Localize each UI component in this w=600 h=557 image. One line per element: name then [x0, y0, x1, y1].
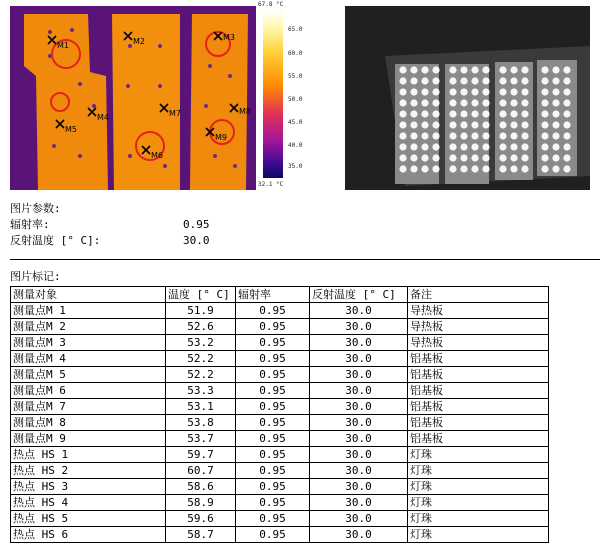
table-row	[11, 511, 549, 527]
svg-text:M5: M5	[65, 125, 77, 134]
led-bead	[482, 99, 489, 106]
led-bead	[521, 99, 528, 106]
table-cell: 热点 HS 2	[11, 463, 166, 479]
led-bead	[399, 121, 406, 128]
table-header-row	[11, 287, 549, 303]
table-cell: 30.0	[310, 527, 408, 543]
table-cell: 热点 HS 6	[11, 527, 166, 543]
thermal-image-graphic	[10, 6, 256, 190]
led-bead	[552, 132, 559, 139]
table-cell: 53.3	[166, 383, 236, 399]
led-bead	[552, 77, 559, 84]
led-bead	[521, 88, 528, 95]
led-bead	[460, 165, 467, 172]
led-bead	[432, 110, 439, 117]
scale-tick: 35.0	[288, 163, 303, 170]
led-bead	[482, 66, 489, 73]
emissivity-value: 0.95	[183, 218, 210, 231]
led-bead	[482, 121, 489, 128]
table-row	[11, 383, 549, 399]
led-bead	[510, 66, 517, 73]
led-bead	[521, 77, 528, 84]
col-header-temperature: 温度 [° C]	[166, 287, 236, 303]
led-bead	[521, 121, 528, 128]
led-bead	[471, 88, 478, 95]
col-header-object: 测量对象	[11, 287, 166, 303]
led-bead	[541, 99, 548, 106]
svg-text:M6: M6	[151, 151, 163, 160]
table-row	[11, 479, 549, 495]
table-row	[11, 527, 549, 543]
table-row	[11, 495, 549, 511]
table-row	[11, 319, 549, 335]
led-bead	[471, 154, 478, 161]
table-cell: 导热板	[408, 335, 549, 351]
params-heading: 图片参数:	[10, 202, 61, 215]
led-bead	[421, 88, 428, 95]
table-cell: 30.0	[310, 335, 408, 351]
led-bead	[410, 88, 417, 95]
table-cell: 30.0	[310, 399, 408, 415]
led-bead	[510, 88, 517, 95]
led-bead	[563, 66, 570, 73]
led-bead	[499, 165, 506, 172]
led-bead	[541, 143, 548, 150]
table-cell: 30.0	[310, 431, 408, 447]
led-bead	[460, 154, 467, 161]
svg-text:M1: M1	[57, 41, 69, 50]
led-bead	[421, 143, 428, 150]
led-bead	[563, 88, 570, 95]
table-cell: 30.0	[310, 447, 408, 463]
led-bead	[541, 165, 548, 172]
led-bead	[410, 77, 417, 84]
led-bead	[563, 110, 570, 117]
led-bead	[552, 143, 559, 150]
led-bead	[421, 77, 428, 84]
led-bead	[482, 110, 489, 117]
led-bead	[432, 99, 439, 106]
table-cell: 导热板	[408, 319, 549, 335]
led-bead	[510, 121, 517, 128]
led-bead	[482, 165, 489, 172]
led-bead	[541, 154, 548, 161]
table-cell: 热点 HS 3	[11, 479, 166, 495]
led-bead	[499, 77, 506, 84]
table-cell: 测量点M 2	[11, 319, 166, 335]
led-bead	[432, 165, 439, 172]
table-cell: 0.95	[236, 399, 310, 415]
table-cell: 0.95	[236, 351, 310, 367]
table-cell: 灯珠	[408, 527, 549, 543]
led-bead	[421, 132, 428, 139]
svg-text:M3: M3	[223, 33, 235, 42]
led-bead	[499, 132, 506, 139]
divider	[10, 259, 600, 260]
table-cell: 测量点M 1	[11, 303, 166, 319]
led-bead	[449, 121, 456, 128]
led-bead	[421, 99, 428, 106]
table-cell: 30.0	[310, 463, 408, 479]
led-bead	[421, 165, 428, 172]
scale-tick: 65.0	[288, 26, 303, 33]
led-bead	[552, 66, 559, 73]
table-cell: 0.95	[236, 511, 310, 527]
table-cell: 0.95	[236, 479, 310, 495]
table-row	[11, 463, 549, 479]
led-bead	[410, 121, 417, 128]
table-cell: 59.7	[166, 447, 236, 463]
reflected-temp-label: 反射温度 [° C]:	[10, 234, 101, 247]
table-cell: 58.6	[166, 479, 236, 495]
led-bead	[552, 154, 559, 161]
led-bead	[432, 77, 439, 84]
svg-text:M8: M8	[239, 107, 251, 116]
table-cell: 51.9	[166, 303, 236, 319]
led-bead	[499, 121, 506, 128]
led-bead	[521, 154, 528, 161]
marks-heading: 图片标记:	[10, 270, 61, 283]
table-cell: 热点 HS 4	[11, 495, 166, 511]
led-bead	[421, 154, 428, 161]
table-cell: 0.95	[236, 383, 310, 399]
table-cell: 53.7	[166, 431, 236, 447]
led-bead	[552, 165, 559, 172]
table-row	[11, 335, 549, 351]
led-bead	[432, 66, 439, 73]
led-bead	[399, 165, 406, 172]
led-bead	[521, 165, 528, 172]
led-bead	[449, 154, 456, 161]
table-cell: 测量点M 8	[11, 415, 166, 431]
led-bead	[482, 132, 489, 139]
led-bead	[541, 132, 548, 139]
led-bead	[521, 143, 528, 150]
led-bead	[563, 143, 570, 150]
led-bead	[449, 143, 456, 150]
visible-light-photo	[345, 6, 590, 190]
led-bead	[471, 165, 478, 172]
thermal-image	[10, 6, 256, 190]
table-cell: 0.95	[236, 415, 310, 431]
led-bead	[563, 154, 570, 161]
table-cell: 52.2	[166, 351, 236, 367]
led-bead	[471, 66, 478, 73]
scale-max-label: 67.8 °C	[258, 1, 284, 8]
reflected-temp-value: 30.0	[183, 234, 210, 247]
col-header-remark: 备注	[408, 287, 549, 303]
led-bead	[460, 99, 467, 106]
table-cell: 30.0	[310, 303, 408, 319]
led-bead	[471, 132, 478, 139]
led-bead	[410, 154, 417, 161]
scale-tick: 50.0	[288, 96, 303, 103]
table-cell: 53.8	[166, 415, 236, 431]
table-cell: 测量点M 3	[11, 335, 166, 351]
led-bead	[421, 110, 428, 117]
led-bead	[482, 88, 489, 95]
led-bead	[449, 165, 456, 172]
led-bead	[482, 77, 489, 84]
led-bead	[541, 77, 548, 84]
table-cell: 导热板	[408, 303, 549, 319]
led-bead	[432, 132, 439, 139]
led-bead	[563, 132, 570, 139]
led-bead	[460, 66, 467, 73]
led-bead	[482, 143, 489, 150]
emissivity-label: 辐射率:	[10, 218, 50, 231]
table-cell: 58.7	[166, 527, 236, 543]
table-cell: 30.0	[310, 367, 408, 383]
led-bead	[449, 77, 456, 84]
table-cell: 53.2	[166, 335, 236, 351]
svg-text:M2: M2	[133, 37, 145, 46]
table-row	[11, 399, 549, 415]
table-row	[11, 303, 549, 319]
led-bead	[510, 143, 517, 150]
table-cell: 铝基板	[408, 431, 549, 447]
table-cell: 53.1	[166, 399, 236, 415]
table-cell: 0.95	[236, 335, 310, 351]
table-cell: 52.6	[166, 319, 236, 335]
led-bead	[552, 88, 559, 95]
led-bead	[541, 66, 548, 73]
svg-text:M4: M4	[97, 113, 109, 122]
led-bead	[510, 165, 517, 172]
table-cell: 测量点M 6	[11, 383, 166, 399]
led-bead	[521, 110, 528, 117]
led-bead	[552, 121, 559, 128]
table-cell: 30.0	[310, 495, 408, 511]
led-bead	[399, 154, 406, 161]
svg-text:M7: M7	[169, 109, 181, 118]
led-bead	[499, 88, 506, 95]
led-bead	[471, 99, 478, 106]
led-bead	[460, 132, 467, 139]
table-cell: 0.95	[236, 367, 310, 383]
table-cell: 铝基板	[408, 367, 549, 383]
led-bead	[541, 88, 548, 95]
scale-min-label: 32.1 °C	[258, 181, 284, 188]
led-bead	[510, 132, 517, 139]
scale-tick: 45.0	[288, 119, 303, 126]
table-row	[11, 431, 549, 447]
led-bead	[510, 154, 517, 161]
table-cell: 0.95	[236, 431, 310, 447]
table-cell: 热点 HS 1	[11, 447, 166, 463]
led-bead	[471, 121, 478, 128]
led-bead	[410, 143, 417, 150]
col-header-reflected-temp: 反射温度 [° C]	[310, 287, 408, 303]
table-cell: 测量点M 5	[11, 367, 166, 383]
table-cell: 0.95	[236, 447, 310, 463]
led-bead	[410, 165, 417, 172]
led-bead	[460, 110, 467, 117]
led-lamp-graphic	[345, 6, 590, 190]
led-bead	[499, 143, 506, 150]
led-bead	[421, 66, 428, 73]
led-bead	[563, 165, 570, 172]
table-cell: 0.95	[236, 303, 310, 319]
led-bead	[410, 99, 417, 106]
table-cell: 测量点M 9	[11, 431, 166, 447]
led-bead	[510, 77, 517, 84]
led-bead	[399, 110, 406, 117]
table-cell: 0.95	[236, 319, 310, 335]
scale-tick: 60.0	[288, 50, 303, 57]
table-row	[11, 367, 549, 383]
led-bead	[449, 110, 456, 117]
table-cell: 铝基板	[408, 399, 549, 415]
table-row	[11, 415, 549, 431]
led-bead	[399, 88, 406, 95]
table-cell: 30.0	[310, 511, 408, 527]
led-bead	[449, 66, 456, 73]
led-bead	[410, 66, 417, 73]
table-cell: 30.0	[310, 383, 408, 399]
table-cell: 0.95	[236, 463, 310, 479]
table-cell: 0.95	[236, 527, 310, 543]
table-cell: 灯珠	[408, 511, 549, 527]
led-bead	[460, 121, 467, 128]
led-bead	[563, 99, 570, 106]
led-bead	[399, 143, 406, 150]
led-bead	[499, 66, 506, 73]
table-row	[11, 351, 549, 367]
led-bead	[471, 110, 478, 117]
led-bead	[471, 143, 478, 150]
table-cell: 60.7	[166, 463, 236, 479]
led-bead	[460, 143, 467, 150]
table-cell: 58.9	[166, 495, 236, 511]
led-bead	[563, 77, 570, 84]
led-bead	[421, 121, 428, 128]
table-cell: 30.0	[310, 415, 408, 431]
table-cell: 铝基板	[408, 383, 549, 399]
table-cell: 30.0	[310, 479, 408, 495]
scale-tick: 55.0	[288, 73, 303, 80]
led-bead	[552, 99, 559, 106]
table-cell: 30.0	[310, 319, 408, 335]
led-bead	[432, 143, 439, 150]
table-cell: 52.2	[166, 367, 236, 383]
led-bead	[410, 132, 417, 139]
table-cell: 灯珠	[408, 495, 549, 511]
led-bead	[449, 99, 456, 106]
table-cell: 铝基板	[408, 351, 549, 367]
led-bead	[460, 88, 467, 95]
led-bead	[499, 154, 506, 161]
led-bead	[399, 66, 406, 73]
temperature-color-scale	[263, 10, 283, 178]
table-row	[11, 447, 549, 463]
measurement-table	[10, 286, 549, 543]
led-bead	[399, 132, 406, 139]
table-cell: 铝基板	[408, 415, 549, 431]
led-bead	[541, 110, 548, 117]
table-cell: 灯珠	[408, 479, 549, 495]
led-bead	[499, 110, 506, 117]
led-bead	[541, 121, 548, 128]
table-cell: 59.6	[166, 511, 236, 527]
led-bead	[552, 110, 559, 117]
led-bead	[460, 77, 467, 84]
svg-text:M9: M9	[215, 133, 227, 142]
led-bead	[399, 77, 406, 84]
led-bead	[482, 154, 489, 161]
led-bead	[521, 132, 528, 139]
table-cell: 灯珠	[408, 447, 549, 463]
led-bead	[432, 121, 439, 128]
led-bead	[563, 121, 570, 128]
led-bead	[449, 88, 456, 95]
table-cell: 热点 HS 5	[11, 511, 166, 527]
table-cell: 灯珠	[408, 463, 549, 479]
led-bead	[410, 110, 417, 117]
table-cell: 0.95	[236, 495, 310, 511]
led-bead	[471, 77, 478, 84]
led-bead	[432, 154, 439, 161]
led-bead	[521, 66, 528, 73]
led-bead	[399, 99, 406, 106]
led-bead	[499, 99, 506, 106]
led-bead	[449, 132, 456, 139]
led-bead	[432, 88, 439, 95]
table-cell: 测量点M 4	[11, 351, 166, 367]
col-header-emissivity: 辐射率	[236, 287, 310, 303]
table-cell: 30.0	[310, 351, 408, 367]
table-cell: 测量点M 7	[11, 399, 166, 415]
led-bead	[510, 99, 517, 106]
led-bead	[510, 110, 517, 117]
scale-tick: 40.0	[288, 142, 303, 149]
